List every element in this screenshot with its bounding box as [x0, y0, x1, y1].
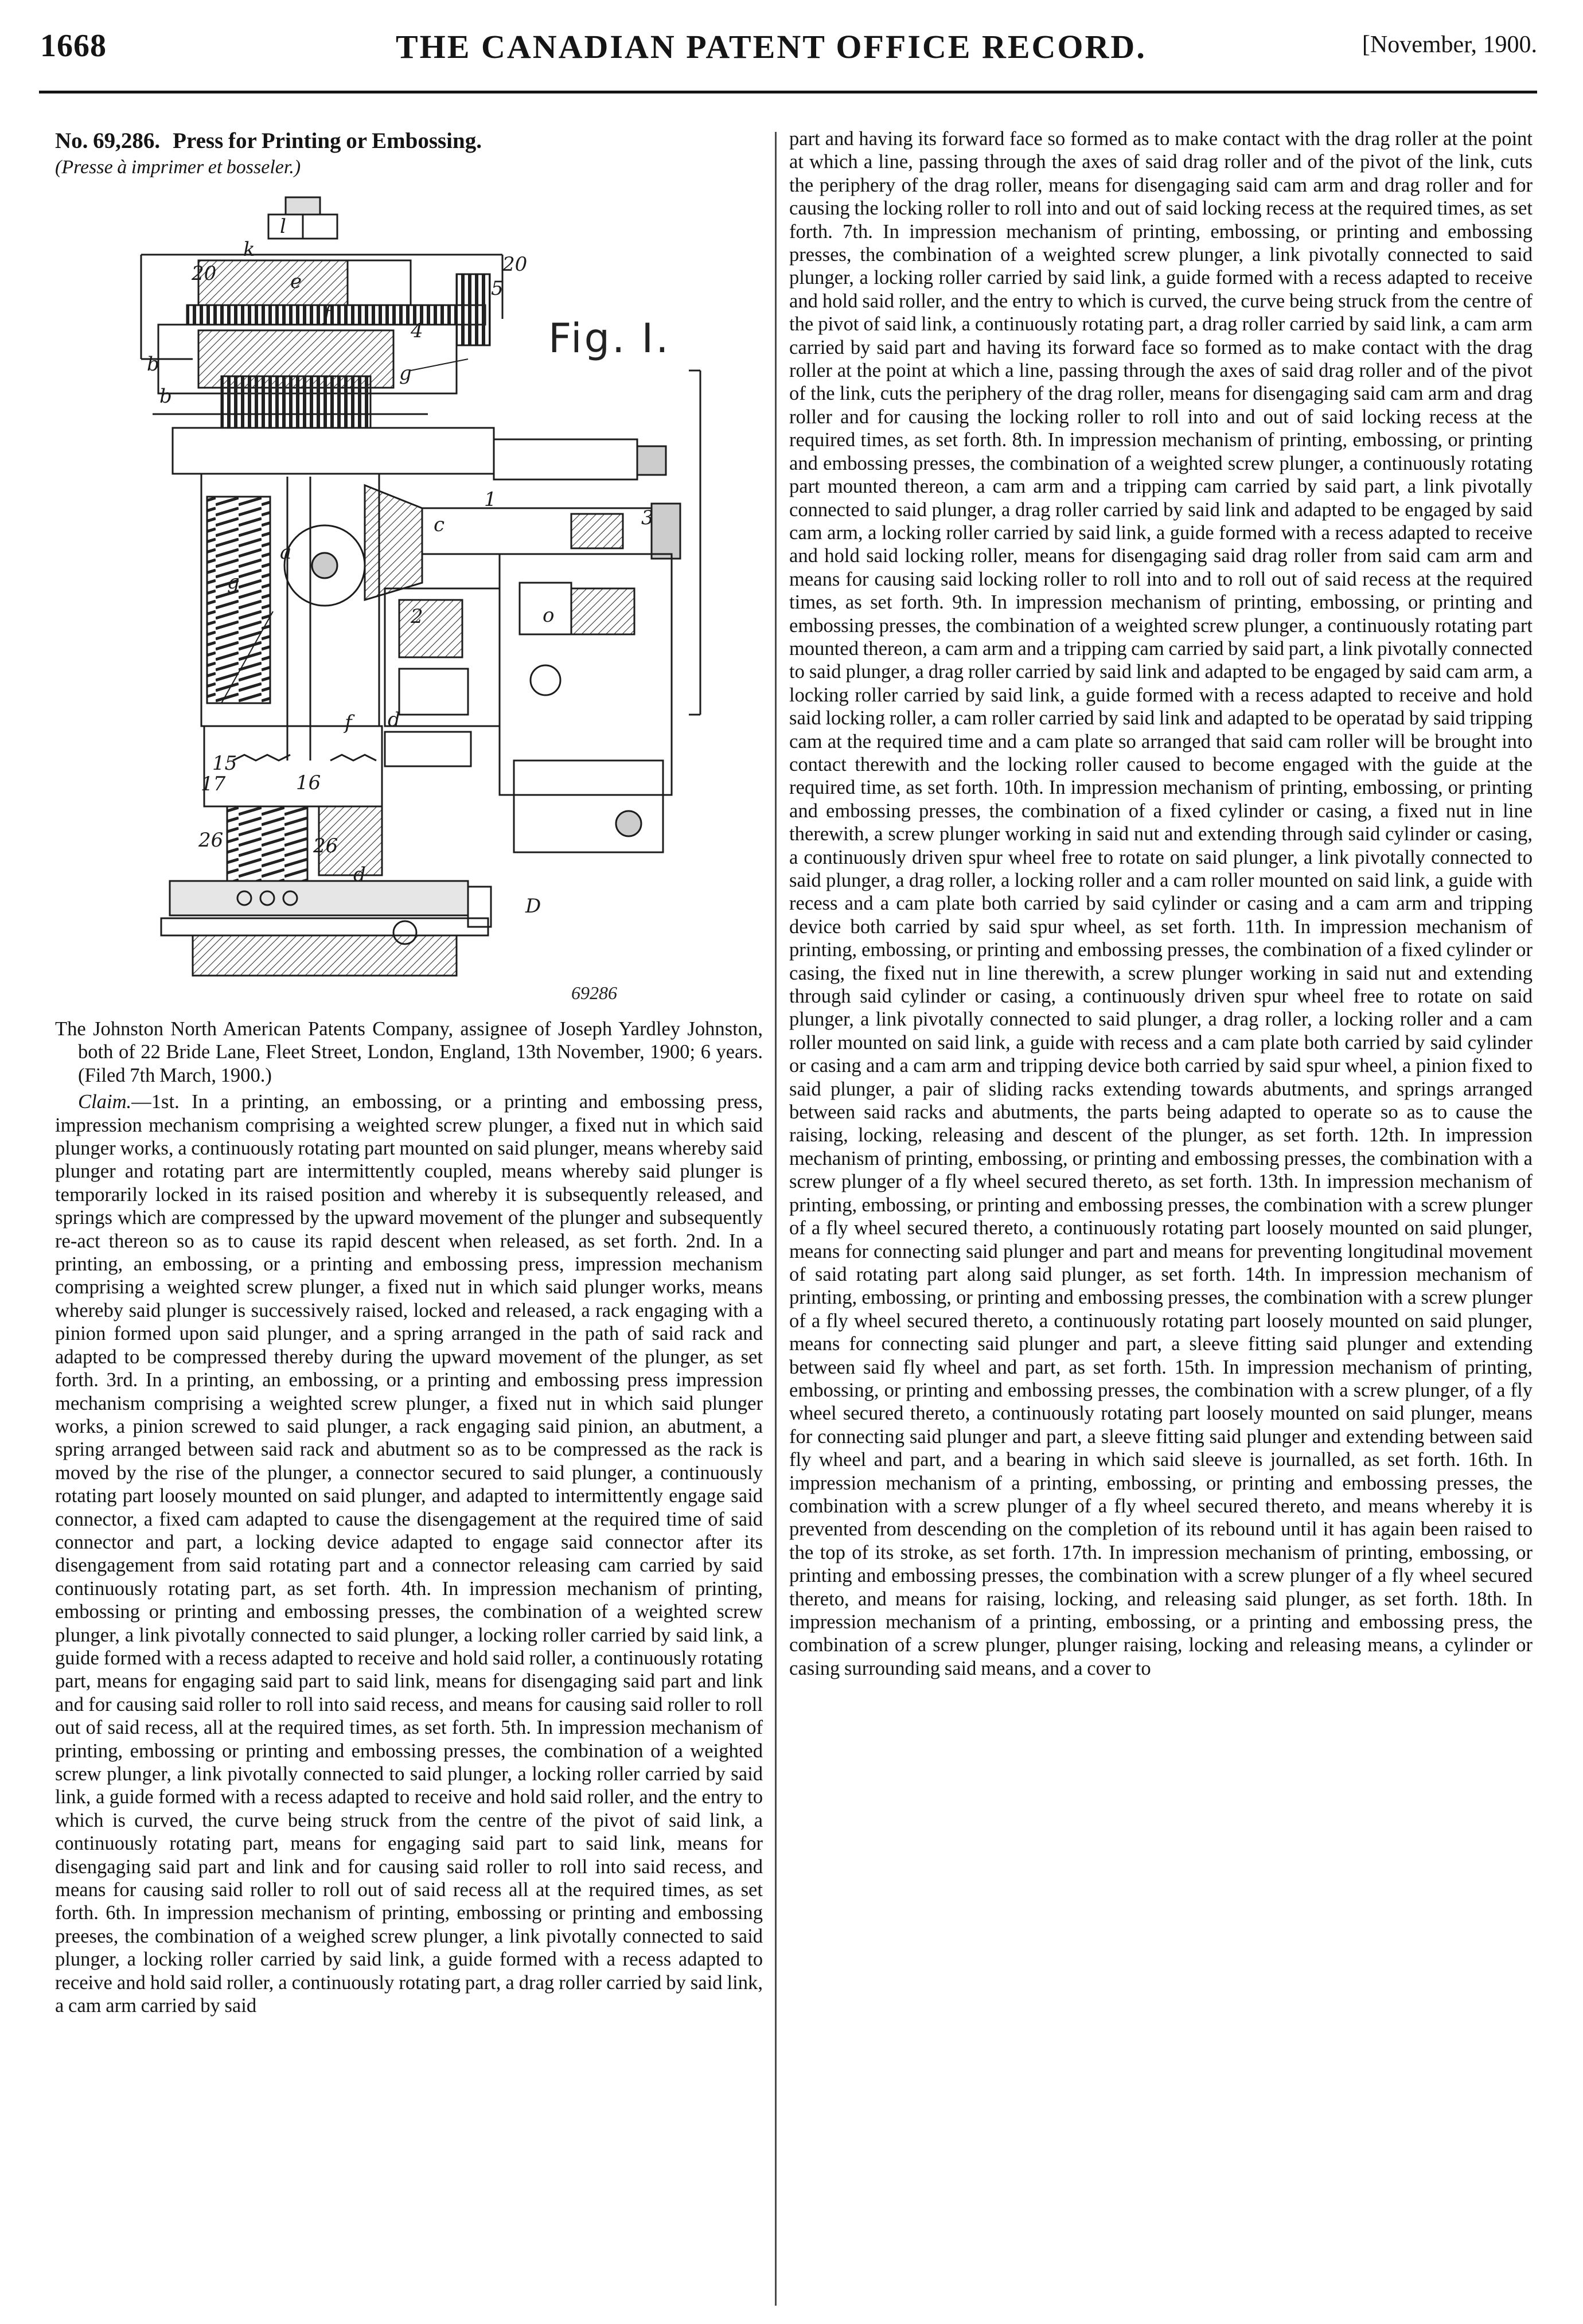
svg-text:o: o [543, 604, 555, 627]
figure-reference-number: 69286 [571, 982, 617, 1003]
claims-text-right: part and having its forward face so formed as to make contact with the drag roller at the point at which a line, passing through the axes of said drag roller and of the pivot of the link, cuts the periphery of the drag roller, means for disengaging said cam arm and drag roller and for causing the locking roller to roll into and out of said locking recess at the required times, as set forth. 7th. In impression mechanism of printing, embossing, or printing and embossing presses, the combination of a weighted screw plunger, a link pivotally connected to said plunger, a locking roller carried by said link, a guide formed with a recess adapted to receive and hold said roller, and the entry to which is curved, the curve being struck from the centre of the pivot of said link, a continuously rotating part, a drag roller carried by said link, a cam arm carried by said part and having its forward face so formed as to make contact with the drag roller at the point at which a line, passing through the axes of said drag roller and of the pivot of the link, cuts the periphery of the drag roller, means for disengaging said cam arm and drag roller and for causing the locking roller to roll into and out of said locking recess at the required times, as set forth. 8th. In impression mechanism of printing, embossing, or printing and embossing presses, the combination of a weighted screw plunger, a continuously rotating part mounted thereon, a cam arm and a tripping cam carried by said part, a link pivotally connected to said plunger, a drag roller carried by said link and adapted to be engaged by said cam arm, a locking roller carried by said link, a guide formed with a recess adapted to receive and hold said locking roller, means for disengaging said drag roller from said cam arm and means for causing said locking roller to roll into and to roll out of said recess at the required times, as set forth. 9th. In impression mechanism of printing, embossing, or printing and embossing presses, the combination of a weighted screw plunger, a continuously rotating part mounted thereon, a cam arm and a tripping cam carried by said part, a link pivotally connected to said plunger, a drag roller carried by said link and adapted to be engaged by said cam arm, a locking roller carried by said link, a guide formed with a recess adapted to receive and hold said locking roller, a cam roller carried by said link and adapted to be operatad by said tripping cam at the required time and a cam plate so arranged that said cam roller will be brought into contact therewith and the locking roller caused to become engaged with the guide at the required time, as set forth. 10th. In impression mechanism of printing, embossing, or printing and embossing presses, the combination of a fixed cylinder or casing, a fixed nut in line therewith, a screw plunger working in said nut and extending through said cylinder or casing, a continuously driven spur wheel free to rotate on said plunger, a link pivotally connected to said plunger, a drag roller, a locking roller and a cam roller mounted on said link, a guide with recess and a cam plate both carried by said cylinder or casing and a cam arm and tripping device both carried by said spur wheel, as set forth. 11th. In impression mechanism of printing, embossing, or printing and embossing presses, the combination of a fixed cylinder or casing, the fixed nut in line therewith, a screw plunger working in said nut and extending through said cylinder or casing, a continuously driven spur wheel free to rotate on said plunger, a link pivotally connected to said plunger, a drag roller, a locking roller and a cam roller mounted on said link, a guide with recess and a cam plate both carried by said cylinder or casing and a cam arm and tripping device both carried by said spur wheel, a pinion fixed to said plunger, a pair of sliding racks extending towards abutments, and springs arranged between said racks and abutments, the parts being adapted to operate so as to cause the raising, locking, releasing and descent of the plunger, as set forth. 12th. In impression mechanism of printing, embossing, or printing and embossing presses, the combination with a screw plunger of a fly wheel secured thereto, as set forth. 13th. In impression mechanism of printing, embossing, or printing and embossing presses, the combination with a screw plunger of a fly wheel secured thereto, a continuously rotating part loosely mounted on said plunger, means for connecting said plunger and part and means for preventing longitudinal movement of said rotating part along said plunger, as set forth. 14th. In impression mechanism of printing, embossing, or printing and embossing presses, the combination with a screw plunger of a fly wheel secured thereto, a continuously rotating part loosely mounted on said plunger, means for connecting said plunger and part, a sleeve fitting said plunger and extending between said fly wheel and part, as set forth. 15th. In impression mechanism of printing, embossing, or printing and embossing presses, the combination with a screw plunger, of a fly wheel secured thereto, a continuously rotating part loosely mounted on said plunger, means for connecting said plunger and part, a sleeve fitting said plunger and extending between said fly wheel and part, and a bearing in which said sleeve is journalled, as set forth. 16th. In impression mechanism of a printing, embossing, or printing and embossing presses, the combination with a screw plunger of a fly wheel secured thereto, and means whereby it is prevented from descending on the completion of its rebound until it has again been raised to the top of its stroke, as set forth. 17th. In impression mechanism of printing, embossing, or printing and embossing presses, the combination with a screw plunger of a fly wheel secured thereto, and means for raising, locking, and releasing said plunger, as set forth. 18th. In impression mechanism of a printing, embossing, or a printing and embossing press, the combination of a screw plunger, plunger raising, locking and releasing means, a cylinder or casing surrounding said means, and a cover to [789, 128, 1533, 1679]
patent-figure [55, 187, 763, 1001]
svg-text:a: a [280, 541, 292, 564]
svg-text:b: b [159, 385, 172, 408]
left-column [55, 127, 763, 2017]
svg-text:17: 17 [201, 773, 226, 796]
figure-label: Fig. I. [548, 315, 671, 362]
svg-text:16: 16 [296, 771, 321, 794]
svg-text:D: D [525, 895, 541, 918]
svg-text:1: 1 [484, 488, 497, 511]
header-rule [39, 91, 1537, 93]
column-divider [775, 132, 777, 2306]
svg-text:g: g [399, 362, 412, 385]
claim-label: Claim. [78, 1091, 132, 1113]
patent-number: No. 69,286. [55, 128, 161, 153]
svg-text:26: 26 [198, 829, 224, 852]
svg-text:k: k [243, 238, 255, 261]
svg-text:4: 4 [411, 319, 423, 342]
patent-heading [55, 127, 763, 155]
page-number: 1668 [40, 28, 107, 64]
svg-text:b: b [147, 353, 159, 376]
svg-text:l: l [280, 215, 286, 238]
journal-title: THE CANADIAN PATENT OFFICE RECORD. [396, 28, 1147, 65]
svg-text:20: 20 [502, 253, 528, 276]
press-drawing [55, 187, 763, 1001]
svg-text:15: 15 [212, 752, 237, 775]
assignee-paragraph: The Johnston North American Patents Company, assignee of Joseph Yardley Johnston, both of 22 Bride Lane, Fleet Street, London, England, 13th November, 1900; 6 years. (Filed 7th March, 1900.) [55, 1018, 763, 1086]
patent-title: Press for Printing or Embossing. [173, 128, 482, 153]
issue-date: [November, 1900. [1362, 32, 1537, 58]
svg-text:e: e [290, 270, 302, 293]
svg-text:5: 5 [491, 277, 504, 300]
right-column [789, 127, 1533, 1680]
svg-text:d: d [388, 708, 400, 731]
svg-text:20: 20 [192, 262, 217, 285]
claims-paragraph-left [55, 1090, 763, 2017]
svg-text:g: g [227, 571, 240, 594]
svg-text:f: f [323, 302, 331, 325]
svg-text:3: 3 [641, 506, 654, 529]
svg-text:d: d [353, 863, 366, 886]
svg-text:f: f [345, 711, 352, 734]
svg-text:2: 2 [411, 605, 423, 628]
svg-text:c: c [434, 513, 445, 536]
svg-text:26: 26 [313, 835, 338, 857]
page-header [40, 28, 1537, 73]
claims-text-left: —1st. In a printing, an embossing, or a printing and embossing press, impression mechanism comprising a weighted screw plunger, a fixed nut in which said plunger works, a continuously rotating part mounted on said plunger, means whereby said plunger and rotating part are intermittently coupled, means whereby said plunger is temporarily locked in its raised position and whereby it is subsequently released, and springs which are compressed by the upward movement of the plunger and subsequently re-act thereon so as to cause its rapid descent when released, as set forth. 2nd. In a printing, an embossing, or a printing and embossing press, impression mechanism comprising a weighted screw plunger, a fixed nut in which said plunger works, means whereby said plunger is successively raised, locked and released, a rack engaging with a pinion formed upon said plunger, and a spring arranged in the path of said rack and adapted to be compressed thereby during the upward movement of the plunger, as set forth. 3rd. In a printing, an embossing, or a printing and embossing press impression mechanism comprising a weighted screw plunger, a fixed nut in which said plunger works, a pinion screwed to said plunger, a rack engaging said pinion, an abutment, a spring arranged between said rack and abutment so as to be compressed as the rack is moved by the rise of the plunger, a connector secured to said plunger, a continuously rotating part loosely mounted on said plunger, and adapted to intermittently engage said connector, a fixed cam adapted to cause the disengagement at the required time of said connector and part, a locking device adapted to engage said connector after its disengagement from said rotating part and a connector releasing cam carried by said continuously rotating part, as set forth. 4th. In impression mechanism of printing, embossing or printing and embossing presses, the combination of a weighted screw plunger, a link pivotally connected to said plunger, a locking roller carried by said link, a guide formed with a recess adapted to receive and hold said roller, a continuously rotating part, means for engaging said part to said link, means for disengaging said part and link and for causing said roller to roll into said recess, and means for causing said roller to roll out of said recess, all at the required times, as set forth. 5th. In impression mechanism of printing, embossing or printing and embossing presses, the combination of a weighted screw plunger, a link pivotally connected to said plunger, a locking roller carried by said link, a guide formed with a recess adapted to receive and hold said roller, and the entry to which is curved, the curve being struck from the centre of the pivot of said link, a continuously rotating part, means for engaging said part to said link, means for disengaging said part and link and for causing said roller to roll into said recess, and means for causing said roller to roll out of said recess all at the required times, as set forth. 6th. In impression mechanism of printing, embossing or printing and embossing preeses, the combination of a weighed screw plunger, a link pivotally connected to said plunger, a locking roller carried by said link, a guide formed with a recess adapted to receive and hold said roller, a continuously rotating part, a drag roller carried by said link, a cam arm carried by said [55, 1091, 763, 2017]
patent-subtitle-french: (Presse à imprimer et bosseler.) [55, 157, 301, 178]
